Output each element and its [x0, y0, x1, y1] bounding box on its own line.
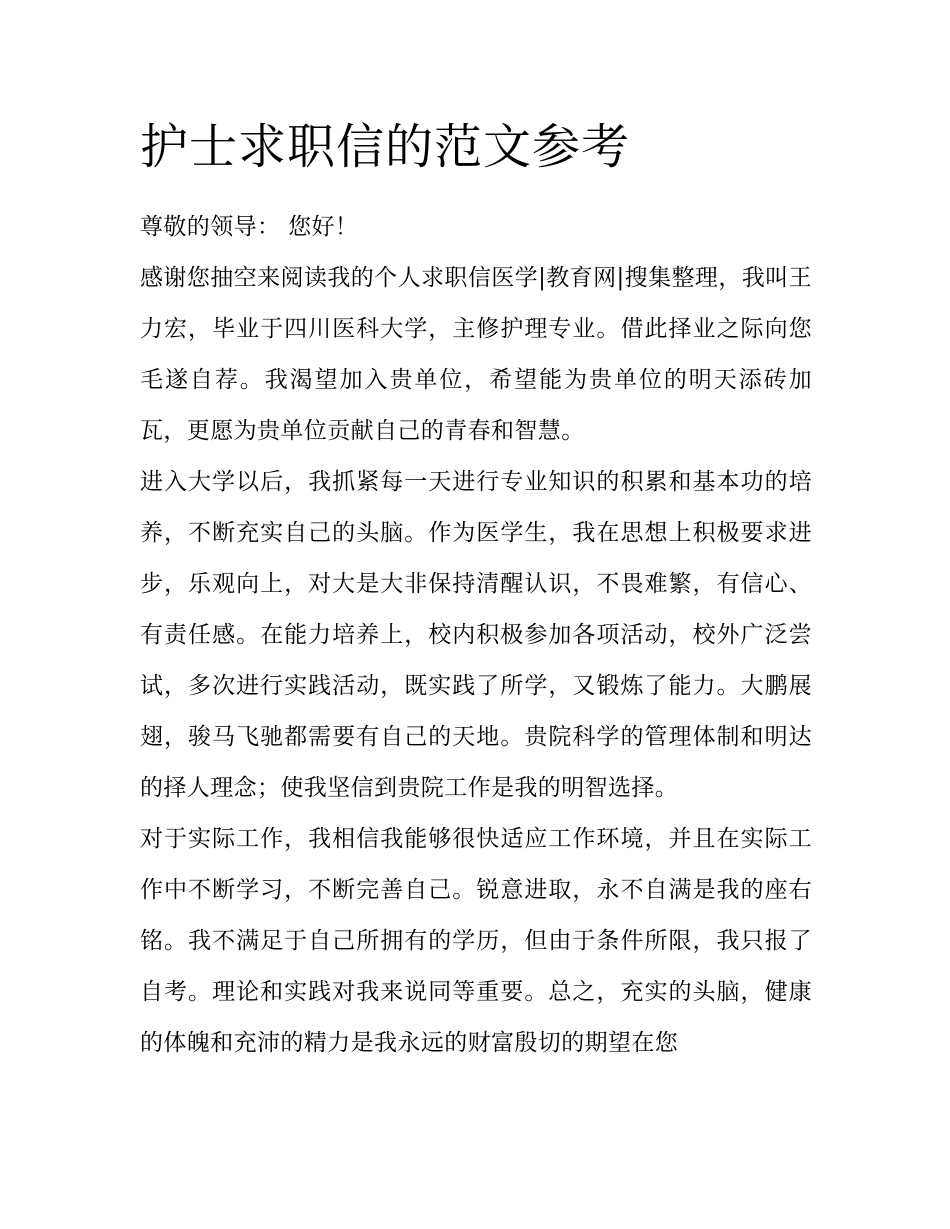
university-paragraph: 进入大学以后，我抓紧每一天进行专业知识的积累和基本功的培养，不断充实自己的头脑。作为医学生，我在思想上积极要求进步，乐观向上，对大是大非保持清醒认识，不畏难繁，有信心、有责任感。在能力培养上，校内积极参加各项活动，校外广泛尝试，多次进行实践活动，既实践了所学，又锻炼了能力。大鹏展翅，骏马飞驰都需要有自己的天地。贵院科学的管理体制和明达的择人理念；使我坚信到贵院工作是我的明智选择。	[140, 469, 812, 801]
greeting-paragraph: 尊敬的领导： 您好！	[140, 214, 359, 240]
document-title: 护士求职信的范文参考	[140, 119, 631, 175]
document-page	[140, 112, 812, 1069]
intro-paragraph: 感谢您抽空来阅读我的个人求职信医学|教育网|搜集整理，我叫王力宏，毕业于四川医科大学，主修护理专业。借此择业之际向您毛遂自荐。我渴望加入贵单位，希望能为贵单位的明天添砖加瓦，更愿为贵单位贡献自己的青春和智慧。	[140, 265, 812, 444]
work-paragraph: 对于实际工作，我相信我能够很快适应工作环境，并且在实际工作中不断学习，不断完善自己。锐意进取，永不自满是我的座右铭。我不满足于自己所拥有的学历，但由于条件所限，我只报了自考。理论和实践对我来说同等重要。总之，充实的头脑，健康的体魄和充沛的精力是我永远的财富殷切的期望在您	[140, 826, 812, 1056]
